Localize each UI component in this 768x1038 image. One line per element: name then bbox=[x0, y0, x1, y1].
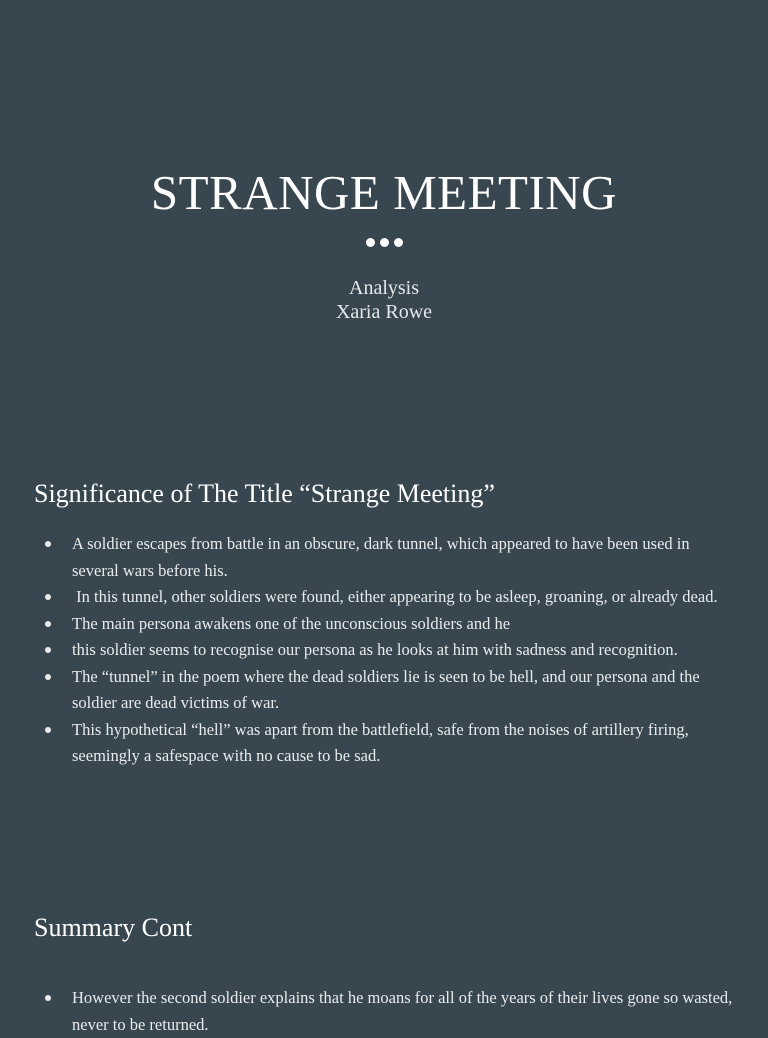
bullet-dot-icon bbox=[45, 995, 51, 1001]
significance-bullet-list bbox=[40, 531, 740, 770]
dot-icon bbox=[394, 238, 403, 247]
dot-icon bbox=[366, 238, 375, 247]
bullet-item bbox=[40, 637, 740, 664]
bullet-dot-icon bbox=[45, 647, 51, 653]
bullet-dot-icon bbox=[45, 674, 51, 680]
presentation-subtitle bbox=[0, 276, 768, 324]
bullet-dot-icon bbox=[45, 541, 51, 547]
bullet-item bbox=[40, 717, 740, 770]
bullet-item bbox=[40, 985, 740, 1038]
significance-heading: Significance of The Title “Strange Meeting” bbox=[34, 479, 495, 508]
bullet-dot-icon bbox=[45, 727, 51, 733]
significance-slide bbox=[0, 440, 768, 880]
subtitle-analysis: Analysis bbox=[349, 277, 419, 299]
bullet-dot-icon bbox=[45, 621, 51, 627]
bullet-item bbox=[40, 584, 740, 611]
title-divider-dots bbox=[0, 238, 768, 247]
summary-heading: Summary Cont bbox=[34, 913, 193, 942]
bullet-item bbox=[40, 664, 740, 717]
title-slide bbox=[0, 0, 768, 440]
bullet-item bbox=[40, 611, 740, 638]
bullet-item bbox=[40, 531, 740, 584]
bullet-text: This hypothetical “hell” was apart from the battlefield, safe from the noises of artillery firing, seemingly a safespace with no cause to be sad. bbox=[72, 719, 689, 765]
subtitle-author: Xaria Rowe bbox=[335, 301, 433, 323]
bullet-text: However the second soldier explains that he moans for all of the years of their lives gone so wasted, never to be returned. bbox=[72, 988, 733, 1034]
bullet-text: The “tunnel” in the poem where the dead soldiers lie is seen to be hell, and our persona and the soldier are dead victims of war. bbox=[72, 666, 700, 712]
summary-slide bbox=[0, 880, 768, 1034]
bullet-text: this soldier seems to recognise our persona as he looks at him with sadness and recognition. bbox=[72, 640, 678, 659]
bullet-text: A soldier escapes from battle in an obscure, dark tunnel, which appeared to have been used in several wars before his. bbox=[72, 534, 690, 580]
bullet-text: In this tunnel, other soldiers were found, either appearing to be asleep, groaning, or already dead. bbox=[72, 587, 718, 606]
bullet-text: The main persona awakens one of the unconscious soldiers and he bbox=[72, 613, 511, 633]
dot-icon bbox=[380, 238, 389, 247]
presentation-title: STRANGE MEETING bbox=[150, 165, 618, 220]
summary-bullet-list bbox=[40, 985, 740, 1038]
bullet-dot-icon bbox=[45, 594, 51, 600]
